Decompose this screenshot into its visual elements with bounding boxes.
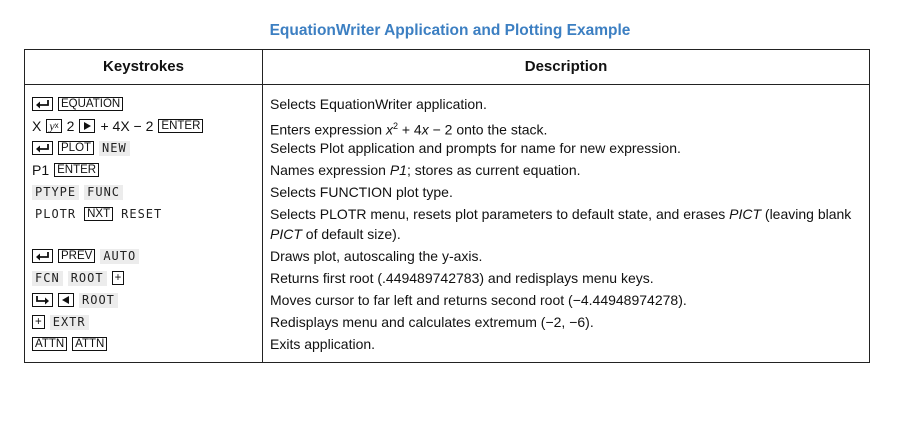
key-prev: PREV [58, 249, 95, 263]
page-title: EquationWriter Application and Plotting Example [269, 22, 631, 39]
right-arrow-icon [79, 119, 95, 133]
description-text: + 4 [397, 121, 422, 138]
right-shift-icon [32, 293, 53, 307]
description-cell [270, 334, 860, 354]
description-text: Selects Plot application and prompts for name for new expression. [270, 140, 681, 156]
description-text: Returns first root (.449489742783) and redisplays menu keys. [270, 270, 654, 286]
description-cell [270, 94, 860, 114]
menu-key-new: NEW [99, 141, 130, 156]
keystrokes-cell [32, 334, 112, 354]
description-text: Enters expression [270, 121, 386, 138]
key-base: y [49, 119, 55, 133]
header-keystrokes: Keystrokes [103, 58, 184, 75]
keystrokes-cell [32, 290, 123, 310]
description-cell [270, 290, 860, 310]
key-exponent: x [54, 121, 59, 130]
description-text: ; stores as current equation. [406, 162, 581, 178]
description-text: (leaving blank [761, 206, 852, 222]
keystroke-text: + 4X − 2 [100, 118, 154, 134]
keystrokes-cell [32, 268, 129, 288]
key-attn: ATTN [72, 337, 107, 351]
description-text: Exits application. [270, 336, 376, 352]
key-enter: ENTER [54, 163, 99, 177]
menu-key-extr: EXTR [50, 315, 89, 330]
keystroke-text: X [32, 118, 42, 134]
description-text: Draws plot, autoscaling the y-axis. [270, 248, 483, 264]
menu-key-plotr: PLOTR [35, 206, 77, 221]
key-power [46, 119, 61, 133]
key-equation: EQUATION [58, 97, 123, 111]
plus-key: + [112, 271, 125, 285]
menu-key-root: ROOT [79, 293, 118, 308]
keystrokes-cell [32, 116, 208, 136]
description-cell [270, 182, 860, 202]
header-description: Description [524, 58, 608, 75]
left-shift-icon [32, 97, 53, 111]
description-cell [270, 160, 860, 180]
key-plot: PLOT [58, 141, 94, 155]
description-text: PICT [270, 226, 302, 242]
keystrokes-cell [32, 160, 104, 180]
menu-key-root: ROOT [68, 271, 107, 286]
menu-key-ptype: PTYPE [32, 185, 79, 200]
menu-key-func: FUNC [84, 185, 123, 200]
description-text: 2 [392, 121, 398, 131]
keystrokes-cell [32, 182, 128, 202]
keystroke-table [24, 49, 870, 363]
left-shift-icon [32, 141, 53, 155]
description-text: Selects EquationWriter application. [270, 96, 487, 112]
description-text: x [385, 121, 393, 138]
description-cell [270, 204, 860, 244]
menu-key-auto: AUTO [100, 249, 139, 264]
left-arrow-icon [58, 293, 74, 307]
description-text: P1 [389, 162, 407, 178]
description-cell [270, 268, 860, 288]
description-cell [270, 312, 860, 332]
plus-key: + [32, 315, 45, 329]
key-enter: ENTER [158, 119, 203, 133]
menu-key-reset: RESET [121, 206, 163, 221]
description-text: Redisplays menu and calculates extremum (−2, −6). [270, 314, 594, 330]
keystroke-text: 2 [66, 118, 75, 134]
keystrokes-cell [32, 94, 128, 114]
menu-key-fcn: FCN [32, 271, 63, 286]
description-text: Names expression [270, 162, 390, 178]
description-cell [270, 138, 860, 158]
description-text: Selects PLOTR menu, resets plot parameters to default state, and erases [270, 206, 730, 222]
description-text: PICT [729, 206, 762, 222]
description-text: Moves cursor to far left and returns second root (−4.44948974278). [270, 292, 687, 308]
keystrokes-cell [32, 204, 170, 224]
keystroke-text: P1 [32, 162, 50, 178]
key-nxt: NXT [84, 207, 113, 221]
keystrokes-cell [32, 138, 135, 158]
keystrokes-cell [32, 312, 94, 332]
description-cell [270, 116, 860, 140]
column-divider [262, 50, 263, 362]
description-text: Selects FUNCTION plot type. [270, 184, 453, 200]
description-text: of default size). [301, 226, 401, 242]
left-shift-icon [32, 249, 53, 263]
description-text: − 2 onto the stack. [428, 121, 548, 138]
description-text: x [421, 121, 429, 138]
key-attn: ATTN [32, 337, 67, 351]
keystrokes-cell [32, 246, 144, 266]
table-header [25, 50, 869, 85]
description-cell [270, 246, 860, 266]
